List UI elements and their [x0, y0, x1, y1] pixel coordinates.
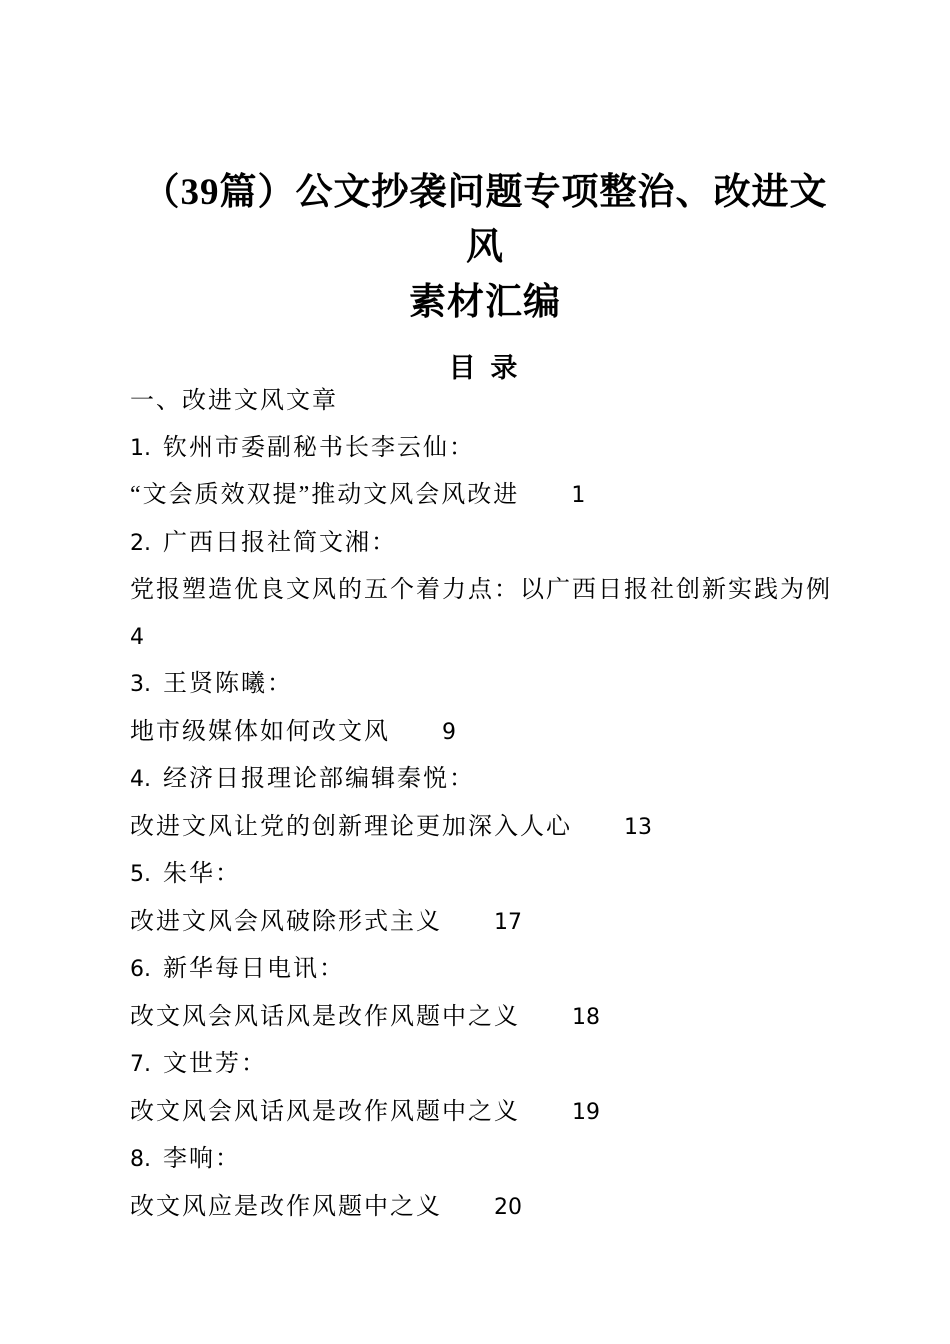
toc-entry-title-line	[130, 709, 840, 757]
toc-entry-number: 1.	[130, 435, 151, 461]
toc-entry-author: 文世芳：	[163, 1051, 267, 1077]
toc-entry-author-line	[130, 425, 840, 473]
toc-entry-number: 8.	[130, 1147, 151, 1172]
toc-entry-title-line	[130, 1089, 840, 1137]
toc-entry-author: 钦州市委副秘书长李云仙：	[163, 434, 475, 461]
toc-entry-page-number: 13	[624, 814, 652, 840]
toc-entry-title-line	[130, 804, 840, 852]
toc-entry-page-number: 20	[494, 1194, 522, 1220]
toc-entry-number: 2.	[130, 530, 151, 556]
toc-entry-author: 经济日报理论部编辑秦悦：	[163, 766, 475, 792]
toc-list	[130, 378, 840, 1231]
toc-entry-title-line	[130, 994, 840, 1042]
toc-entry-title-line	[130, 1184, 840, 1232]
toc-entry-author-line	[130, 661, 840, 709]
toc-entry-number: 7.	[130, 1052, 151, 1077]
toc-entry-number: 4.	[130, 767, 151, 792]
toc-entry-title: 改文风应是改作风题中之义	[130, 1193, 442, 1220]
toc-entry-title: 改文风会风话风是改作风题中之义	[130, 1098, 520, 1125]
toc-entry-author-line	[130, 520, 840, 568]
toc-entry-title: 地市级媒体如何改文风	[130, 718, 390, 745]
toc-entry-author: 新华每日电讯：	[163, 956, 345, 982]
toc-entry-page-number: 17	[494, 909, 522, 935]
document-title	[130, 165, 840, 330]
toc-entry-author-line	[130, 1041, 840, 1089]
toc-entry-title-line	[130, 472, 840, 520]
toc-heading: 目 录	[448, 353, 522, 383]
toc-entry-author-line	[130, 756, 840, 804]
toc-entry-author: 王贤陈曦：	[163, 671, 293, 697]
toc-entry-title: 改文风会风话风是改作风题中之义	[130, 1003, 520, 1030]
toc-entry-title: 改进文风会风破除形式主义	[130, 908, 442, 935]
toc-entry-author-line	[130, 1136, 840, 1184]
toc-entry-page-number: 4	[130, 624, 144, 650]
toc-entry-title-line	[130, 899, 840, 947]
document-title-line-2: 素材汇编	[409, 282, 561, 323]
toc-entry-number: 3.	[130, 672, 151, 697]
toc-entry-author: 广西日报社简文湘：	[163, 529, 397, 556]
toc-entry-page-number: 9	[442, 719, 456, 745]
toc-entry-page-number: 19	[572, 1099, 600, 1125]
toc-entry-page-number: 18	[572, 1004, 600, 1030]
toc-entry-number: 6.	[130, 957, 151, 982]
toc-entry-page-number: 1	[571, 483, 586, 508]
toc-entry-title: 党报塑造优良文风的五个着力点：以广西日报社创新实践为例	[130, 577, 832, 603]
toc-entry-author: 李响：	[163, 1146, 241, 1172]
toc-section-heading: 一、改进文风文章	[130, 388, 338, 414]
toc-entry-number: 5.	[130, 862, 151, 887]
toc-entry-title: “文会质效双提”推动文风会风改进	[130, 482, 520, 508]
toc-entry-author: 朱华：	[163, 861, 241, 887]
toc-entry-title: 改进文风让党的创新理论更加深入人心	[130, 813, 572, 840]
toc-entry-author-line	[130, 946, 840, 994]
document-title-line-1: （39篇）公文抄袭问题专项整治、改进文风	[142, 172, 828, 268]
toc-entry-title-line	[130, 567, 840, 661]
toc-entry-author-line	[130, 851, 840, 899]
